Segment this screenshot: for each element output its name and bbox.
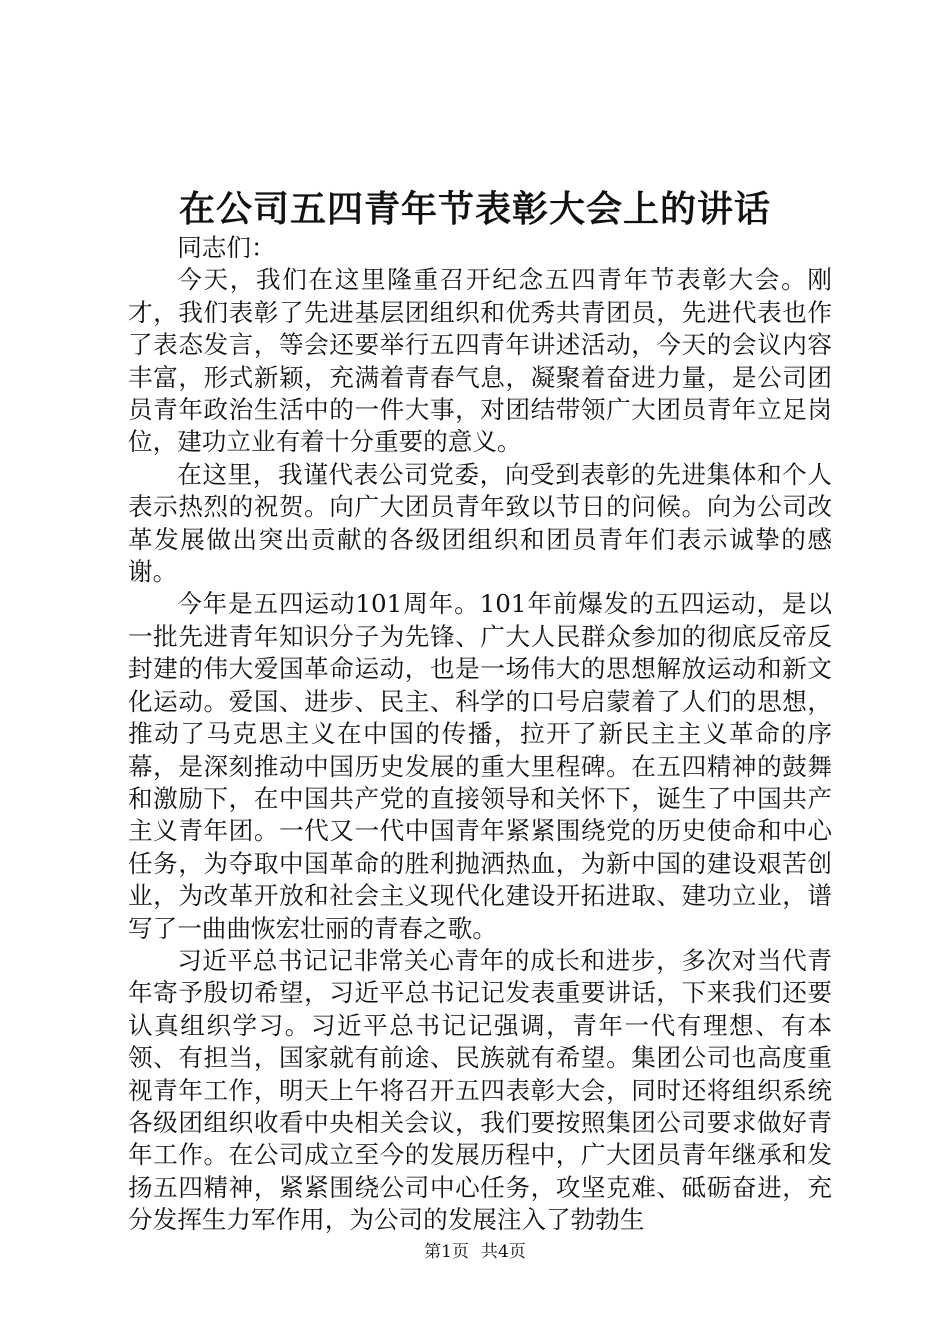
document-title: 在公司五四青年节表彰大会上的讲话 <box>178 188 771 230</box>
page-total: 共4页 <box>481 1242 526 1262</box>
page-number: 第1页 <box>424 1242 469 1262</box>
paragraph-2: 在这里，我谨代表公司党委，向受到表彰的先进集体和个人表示热烈的祝贺。向广大团员青年致以节日的问候。向为公司改革发展做出突出贡献的各级团组织和团员青年们表示诚挚的感谢。 <box>128 459 832 587</box>
page-footer <box>0 1240 950 1264</box>
paragraph-4: 习近平总书记记非常关心青年的成长和进步，多次对当代青年寄予殷切希望，习近平总书记记发表重要讲话，下来我们还要认真组织学习。习近平总书记记强调，青年一代有理想、有本领、有担当，国家就有前途、民族就有希望。集团公司也高度重视青年工作，明天上午将召开五四表彰大会，同时还将组织系统各级团组织收看中央相关会议，我们要按照集团公司要求做好青年工作。在公司成立至今的发展历程中，广大团员青年继承和发扬五四精神，紧紧围绕公司中心任务，攻坚克难、砥砺奋进，充分发挥生力军作用，为公司的发展注入了勃勃生 <box>128 945 832 1235</box>
document-body <box>128 232 832 1237</box>
paragraph-3: 今年是五四运动101周年。101年前爆发的五四运动，是以一批先进青年知识分子为先锋、广大人民群众参加的彻底反帝反封建的伟大爱国革命运动，也是一场伟大的思想解放运动和新文化运动。爱国、进步、民主、科学的口号启蒙着了人们的思想，推动了马克思主义在中国的传播，拉开了新民主主义革命的序幕，是深刻推动中国历史发展的重大里程碑。在五四精神的鼓舞和激励下，在中国共产党的直接领导和关怀下，诞生了中国共产主义青年团。一代又一代中国青年紧紧围绕党的历史使命和中心任务，为夺取中国革命的胜利抛洒热血，为新中国的建设艰苦创业，为改革开放和社会主义现代化建设开拓进取、建功立业，谱写了一曲曲恢宏壮丽的青春之歌。 <box>128 589 832 943</box>
paragraph-1: 今天，我们在这里隆重召开纪念五四青年节表彰大会。刚才，我们表彰了先进基层团组织和优秀共青团员，先进代表也作了表态发言，等会还要举行五四青年讲述活动，今天的会议内容丰富，形式新颖，充满着青春气息，凝聚着奋进力量，是公司团员青年政治生活中的一件大事，对团结带领广大团员青年立足岗位，建功立业有着十分重要的意义。 <box>128 265 832 457</box>
salutation: 同志们： <box>177 233 276 262</box>
